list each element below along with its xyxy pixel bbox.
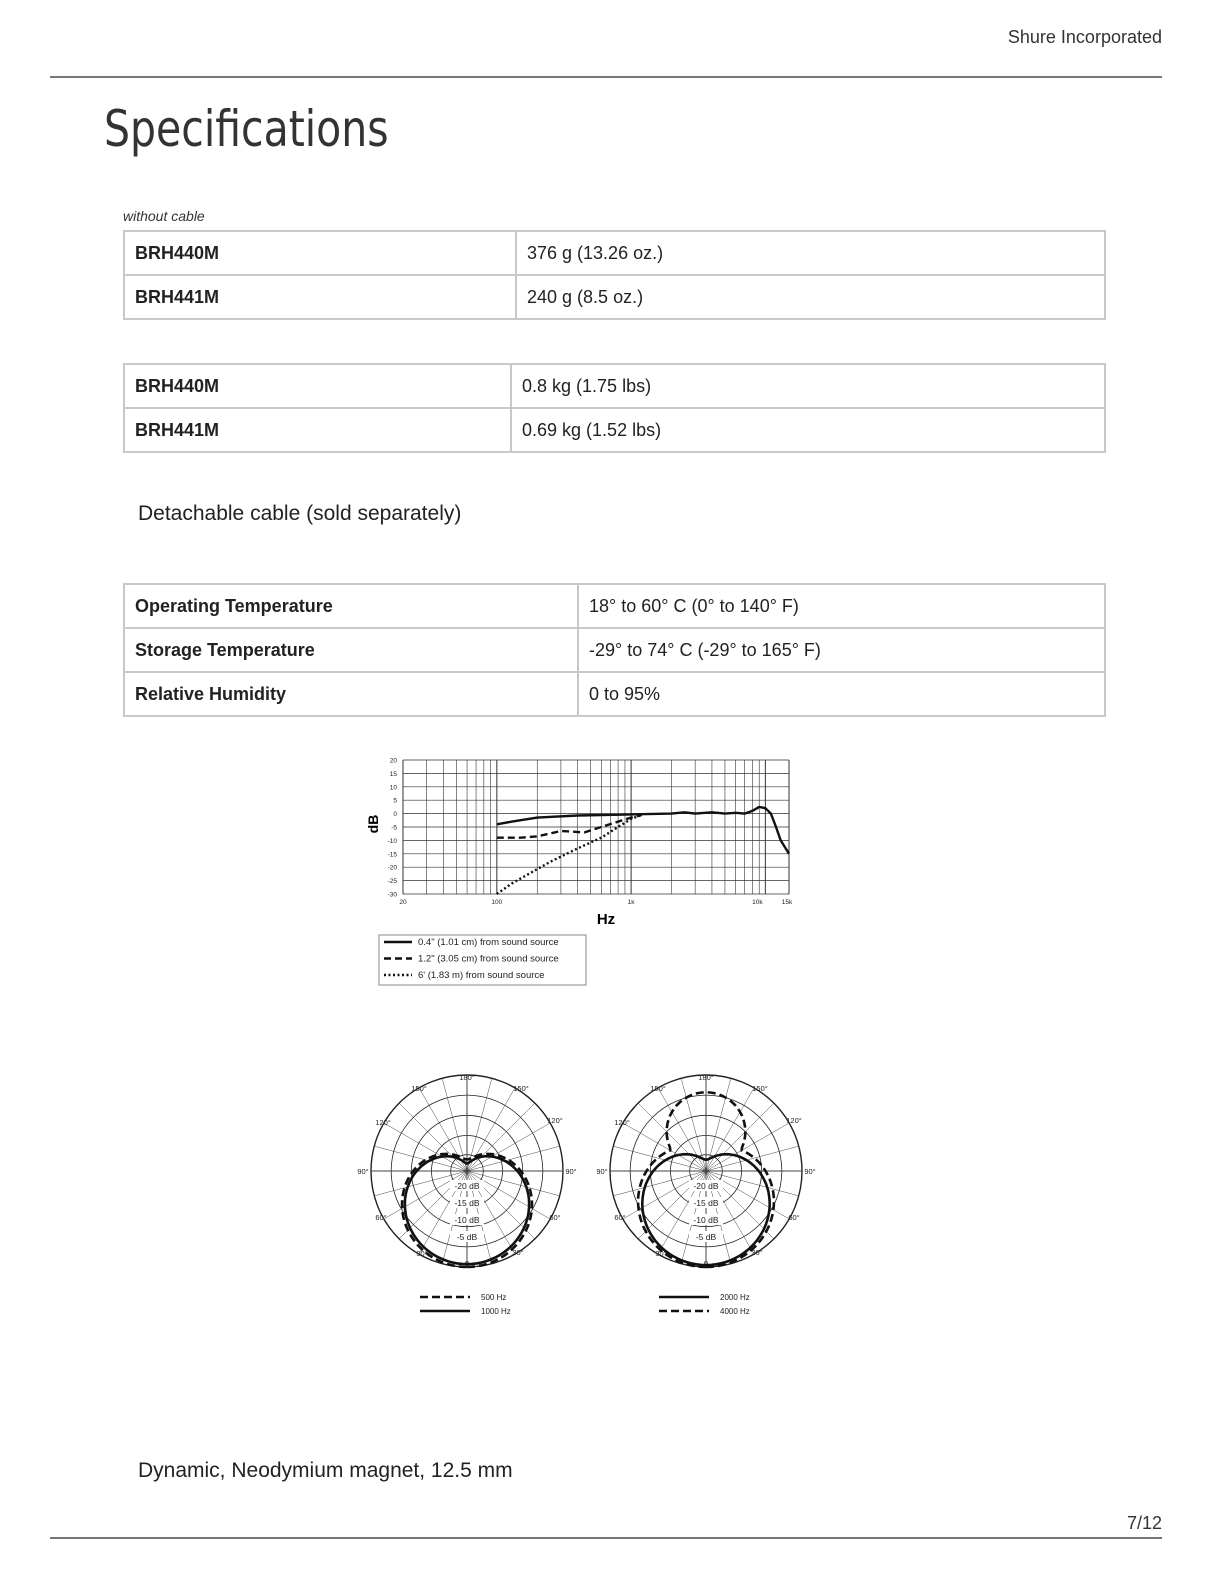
angle-label: 180° (698, 1073, 714, 1082)
polar-pattern-chart-2 (594, 1065, 824, 1325)
x-tick-label: 10k (752, 899, 763, 906)
angle-label: 0 (703, 1259, 709, 1268)
weight-note: without cable (123, 208, 205, 224)
legend-label: 1.2" (3.05 cm) from sound source (418, 953, 559, 965)
angle-label: 120° (614, 1118, 630, 1127)
table-row (124, 231, 1105, 275)
polar-spoke (706, 1146, 799, 1171)
angle-label: 30° (512, 1248, 524, 1257)
x-tick-label: 1k (627, 899, 635, 906)
angle-label: 150° (752, 1084, 768, 1093)
model-cell: BRH440M (124, 364, 511, 408)
footer-divider (50, 1537, 1162, 1539)
legend-label: 500 Hz (481, 1293, 507, 1302)
angle-label: 90° (804, 1167, 816, 1176)
y-tick-labels (388, 758, 398, 899)
y-axis-label: dB (365, 814, 381, 834)
y-tick-label: -25 (387, 878, 397, 886)
value-cell: 18° to 60° C (0° to 140° F) (578, 584, 1105, 628)
angle-label: 0 (464, 1259, 470, 1268)
x-tick-label: 100 (491, 899, 503, 906)
cable-text: Detachable cable (sold separately) (138, 502, 462, 525)
chart-grid (403, 760, 789, 894)
x-tick-label: 15k (781, 899, 793, 906)
y-tick-label: 15 (389, 770, 397, 778)
page-number: 7/12 (1126, 1513, 1162, 1533)
polar-spoke (613, 1146, 706, 1171)
table-row (124, 584, 1105, 628)
legend-label: 6' (1.83 m) from sound source (418, 970, 545, 981)
table-row (124, 364, 1105, 408)
angle-label: 60° (375, 1213, 387, 1222)
transducer-text: Dynamic, Neodymium magnet, 12.5 mm (138, 1459, 513, 1482)
frequency-response-chart (360, 748, 810, 993)
angle-label: 90° (357, 1167, 369, 1176)
angle-label: 120° (786, 1116, 802, 1125)
model-cell: BRH440M (124, 231, 516, 275)
value-cell: 0.8 kg (1.75 lbs) (511, 364, 1105, 408)
environment-table (123, 583, 1106, 717)
page-title: Specifications (104, 100, 389, 158)
polar-spoke (384, 1171, 467, 1219)
polar-spoke (706, 1123, 789, 1171)
value-cell: 240 g (8.5 oz.) (516, 275, 1105, 319)
polar-spoke (623, 1123, 706, 1171)
legend-label: 2000 Hz (720, 1293, 750, 1302)
y-tick-label: -20 (387, 864, 397, 872)
polar-spoke (658, 1088, 706, 1171)
angle-label: 150° (650, 1084, 666, 1093)
legend-label: 4000 Hz (720, 1307, 750, 1316)
company-name: Shure Incorporated (1007, 27, 1162, 47)
header-divider (50, 76, 1162, 78)
y-tick-label: 5 (393, 797, 397, 805)
y-tick-label: 10 (389, 784, 397, 792)
value-cell: 0 to 95% (578, 672, 1105, 716)
angle-label: 60° (614, 1213, 626, 1222)
value-cell: 376 g (13.26 oz.) (516, 231, 1105, 275)
ring-label: -20 dB (454, 1181, 480, 1191)
table-row (124, 672, 1105, 716)
legend-label: 0.4" (1.01 cm) from sound source (418, 937, 559, 948)
y-tick-label: -10 (387, 837, 397, 845)
angle-label: 60° (788, 1213, 800, 1222)
ring-label: -15 dB (454, 1198, 480, 1208)
label-cell: Operating Temperature (124, 584, 578, 628)
angle-label: 30° (751, 1248, 763, 1257)
table-row (124, 408, 1105, 452)
shipping-weight-table (123, 363, 1106, 453)
value-cell: 0.69 kg (1.52 lbs) (511, 408, 1105, 452)
angle-label: 150° (411, 1084, 427, 1093)
angle-label: 150° (513, 1084, 529, 1093)
label-cell: Storage Temperature (124, 628, 578, 672)
weight-table (123, 230, 1106, 320)
angle-label: 180° (459, 1073, 475, 1082)
polar-spoke (706, 1171, 789, 1219)
y-tick-label: -5 (391, 824, 397, 832)
ring-label: -15 dB (693, 1198, 719, 1208)
legend-label: 1000 Hz (481, 1307, 511, 1316)
x-tick-labels (399, 899, 793, 906)
table-row (124, 275, 1105, 319)
model-cell: BRH441M (124, 408, 511, 452)
polar-spoke (467, 1171, 550, 1219)
angle-label: 60° (549, 1213, 561, 1222)
ring-label: -20 dB (693, 1181, 719, 1191)
angle-label: 120° (375, 1118, 391, 1127)
y-tick-label: 20 (389, 757, 397, 765)
x-axis-label: Hz (596, 911, 616, 928)
angle-label: 30° (416, 1249, 428, 1258)
polar-spoke (706, 1088, 754, 1171)
y-tick-label: -15 (387, 851, 397, 859)
ring-label: -5 dB (456, 1232, 478, 1242)
polar-pattern-chart-1 (355, 1065, 585, 1325)
label-cell: Relative Humidity (124, 672, 578, 716)
x-tick-label: 20 (399, 899, 407, 906)
y-tick-label: -30 (387, 891, 397, 899)
table-row (124, 628, 1105, 672)
polar-spoke (623, 1171, 706, 1219)
ring-label: -10 dB (454, 1215, 480, 1225)
y-tick-label: 0 (393, 811, 397, 819)
angle-label: 30° (655, 1249, 667, 1258)
value-cell: -29° to 74° C (-29° to 165° F) (578, 628, 1105, 672)
ring-label: -10 dB (693, 1215, 719, 1225)
ring-label: -5 dB (695, 1232, 717, 1242)
model-cell: BRH441M (124, 275, 516, 319)
angle-label: 90° (565, 1167, 577, 1176)
angle-label: 120° (547, 1116, 563, 1125)
angle-label: 90° (596, 1167, 608, 1176)
